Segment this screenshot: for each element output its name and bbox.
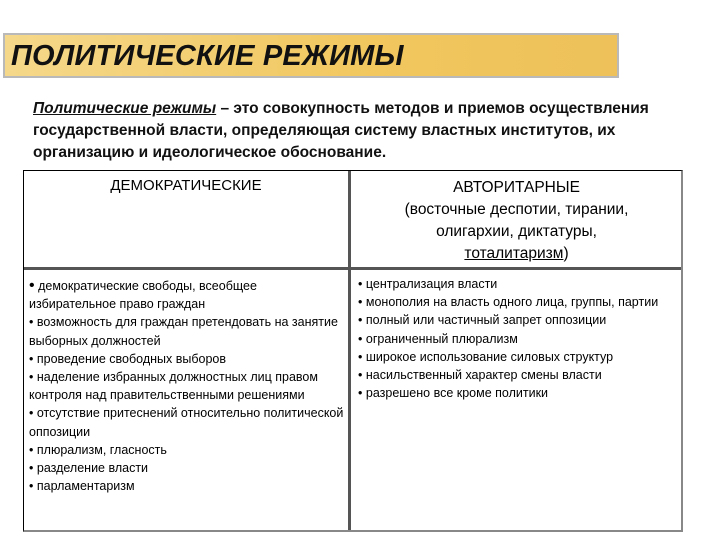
list-item: • широкое использование силовых структур — [358, 349, 614, 364]
list-item: • возможность для граждан претендовать на занятие выборных должностей — [29, 315, 338, 348]
list-item: • отсутствие притеснений относительно политической оппозиции — [29, 406, 344, 439]
definition-text: – это совокупность методов и приемов осуществления государственной власти, определяющая систему властных институтов, их организацию и идеологическое обоснование. — [33, 100, 649, 161]
bullet-icon: • — [29, 351, 34, 366]
bullet-icon: • — [29, 315, 34, 330]
title-banner — [3, 33, 619, 78]
list-item: • разрешено все кроме политики — [358, 386, 549, 401]
list-item: • демократические свободы, всеобщее избирательное право граждан — [29, 277, 257, 312]
authoritarian-title: АВТОРИТАРНЫЕ — [453, 179, 580, 196]
bullet-icon: • — [29, 370, 34, 385]
bullet-icon: • — [358, 277, 363, 291]
page-title: ПОЛИТИЧЕСКИЕ РЕЖИМЫ — [11, 40, 404, 72]
list-item: • проведение свободных выборов — [29, 351, 227, 366]
authoritarian-features-list — [358, 275, 680, 402]
definition-term: Политические режимы — [33, 100, 217, 117]
bullet-icon: • — [358, 386, 363, 401]
democratic-features-list — [29, 277, 344, 495]
authoritarian-sub-line-1: (восточные деспотии, тирании, — [404, 201, 629, 218]
bullet-icon: • — [29, 442, 34, 457]
list-item: • насильственный характер смены власти — [358, 368, 602, 383]
bullet-icon: • — [29, 461, 34, 476]
column-header-authoritarian — [351, 177, 682, 265]
list-item: • наделение избранных должностных лиц правом контроля над правительственными решениями — [29, 370, 318, 403]
bullet-icon: • — [358, 349, 363, 364]
list-item: • полный или частичный запрет оппозиции — [358, 313, 607, 328]
bullet-icon: • — [358, 295, 363, 310]
definition-paragraph — [33, 98, 693, 164]
header-divider — [24, 267, 681, 270]
list-item: • централизация власти — [358, 277, 498, 291]
authoritarian-sub-line-3 — [351, 243, 682, 265]
list-item: • ограниченный плюрализм — [358, 331, 518, 346]
list-item: • монополия на власть одного лица, группы, партии — [358, 295, 659, 310]
bullet-icon: • — [358, 368, 363, 383]
bullet-icon: • — [29, 277, 35, 294]
list-item: • плюрализм, гласность — [29, 442, 167, 457]
bullet-icon: • — [358, 331, 363, 346]
list-item: • разделение власти — [29, 461, 149, 476]
authoritarian-sub-line-2: олигархии, диктатуры, — [436, 223, 597, 240]
authoritarian-sub-underlined: тоталитаризм — [464, 245, 564, 262]
authoritarian-sub-end: ) — [563, 245, 569, 262]
bullet-icon: • — [29, 479, 34, 494]
regimes-table — [23, 170, 683, 532]
bullet-icon: • — [358, 313, 363, 328]
column-header-democratic: ДЕМОКРАТИЧЕСКИЕ — [110, 177, 262, 194]
bullet-icon: • — [29, 406, 34, 421]
list-item: • парламентаризм — [29, 479, 135, 494]
